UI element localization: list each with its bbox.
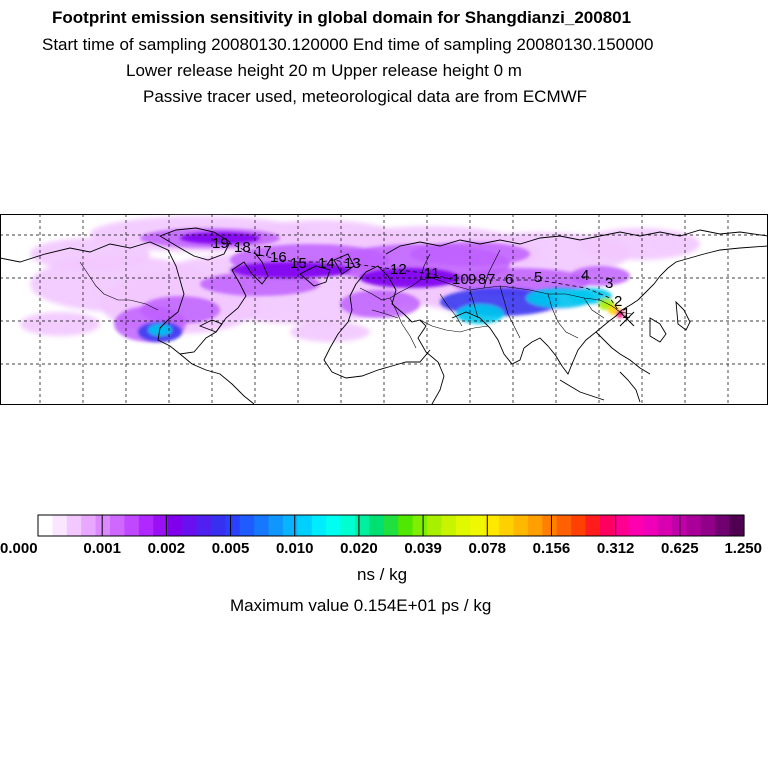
colorbar-segment	[398, 515, 413, 536]
colorbar-tick-label: 0.001	[83, 540, 121, 557]
colorbar-segment	[658, 515, 673, 536]
colorbar-segment	[297, 515, 312, 536]
colorbar-segment	[427, 515, 442, 536]
trajectory-label-7: 7	[487, 271, 496, 288]
colorbar-tick-label: 0.005	[211, 540, 250, 557]
trajectory-label-12: 12	[390, 261, 407, 278]
trajectory-label-19: 19	[212, 235, 229, 252]
colorbar-segment	[196, 515, 211, 536]
colorbar-tick-label: 0.010	[275, 540, 314, 557]
colorbar-segment	[384, 515, 399, 536]
colorbar-tick-label: 0.020	[340, 540, 378, 557]
colorbar-tick-label: 1.250	[724, 540, 762, 557]
colorbar	[0, 512, 768, 562]
colorbar-segment	[312, 515, 327, 536]
colorbar-segment	[413, 515, 428, 536]
trajectory-label-15: 15	[290, 255, 307, 272]
colorbar-segment	[355, 515, 370, 536]
colorbar-segment	[326, 515, 341, 536]
colorbar-segment	[254, 515, 269, 536]
trajectory-label-18: 18	[234, 239, 251, 256]
trajectory-label-6: 6	[505, 271, 514, 288]
colorbar-tick-label: 0.625	[661, 540, 699, 557]
colorbar-segment	[701, 515, 716, 536]
release-height: Lower release height 20 m Upper release height 0 m	[126, 61, 522, 80]
colorbar-tick-label: 0.002	[147, 540, 186, 557]
tracer-info: Passive tracer used, meteorological data are from ECMWF	[143, 87, 588, 106]
trajectory-label-9: 9	[468, 271, 477, 288]
trajectory-label-3: 3	[605, 275, 614, 292]
colorbar-segment	[341, 515, 356, 536]
colorbar-segment	[557, 515, 572, 536]
maximum-value: Maximum value 0.154E+01 ps / kg	[230, 596, 492, 615]
colorbar-segment	[110, 515, 125, 536]
colorbar-segment	[586, 515, 601, 536]
trajectory-label-1: 1	[622, 305, 631, 322]
colorbar-segment	[499, 515, 514, 536]
colorbar-segment	[168, 515, 183, 536]
trajectory-label-5: 5	[534, 269, 543, 286]
footprint-map	[0, 214, 768, 406]
colorbar-segment	[52, 515, 67, 536]
colorbar-segment	[715, 515, 730, 536]
plot-title: Footprint emission sensitivity in global domain for Shangdianzi_200801	[52, 8, 632, 27]
trajectory-label-4: 4	[581, 267, 590, 284]
colorbar-segment	[269, 515, 284, 536]
colorbar-segment	[542, 515, 557, 536]
colorbar-segment	[81, 515, 96, 536]
colorbar-tick-label: 0.312	[596, 540, 635, 557]
colorbar-segment	[600, 515, 615, 536]
colorbar-segment	[139, 515, 154, 536]
colorbar-segment	[614, 515, 629, 536]
colorbar-segment	[470, 515, 485, 536]
colorbar-segment	[283, 515, 298, 536]
colorbar-tick-label: 0.078	[468, 540, 507, 557]
trajectory-label-16: 16	[270, 249, 287, 266]
colorbar-segment	[211, 515, 226, 536]
trajectory-label-14: 14	[318, 255, 335, 272]
colorbar-units: ns / kg	[357, 565, 408, 584]
colorbar-segment	[369, 515, 384, 536]
colorbar-tick-label: 0.039	[404, 540, 442, 557]
trajectory-label-8: 8	[478, 271, 487, 288]
colorbar-segment	[240, 515, 255, 536]
colorbar-segment	[38, 515, 53, 536]
colorbar-segment	[528, 515, 543, 536]
trajectory-label-11: 11	[424, 265, 440, 282]
colorbar-tick-label: 0.156	[532, 540, 571, 557]
colorbar-segment	[686, 515, 701, 536]
trajectory-label-13: 13	[344, 255, 361, 272]
trajectory-label-17: 17	[255, 243, 272, 260]
colorbar-segment	[456, 515, 471, 536]
colorbar-segment	[643, 515, 658, 536]
colorbar-segment	[513, 515, 528, 536]
colorbar-segment	[730, 515, 745, 536]
colorbar-segment	[182, 515, 197, 536]
colorbar-segment	[441, 515, 456, 536]
colorbar-segment	[629, 515, 644, 536]
sampling-time: Start time of sampling 20080130.120000 End time of sampling 20080130.150000	[42, 35, 654, 54]
colorbar-segment	[225, 515, 240, 536]
colorbar-segment	[67, 515, 82, 536]
trajectory-label-10: 10	[452, 271, 469, 288]
colorbar-tick-label: 0.000	[0, 540, 38, 557]
colorbar-segment	[571, 515, 586, 536]
colorbar-segment	[124, 515, 139, 536]
trajectory-label-2: 2	[614, 293, 623, 310]
colorbar-segment	[96, 515, 111, 536]
